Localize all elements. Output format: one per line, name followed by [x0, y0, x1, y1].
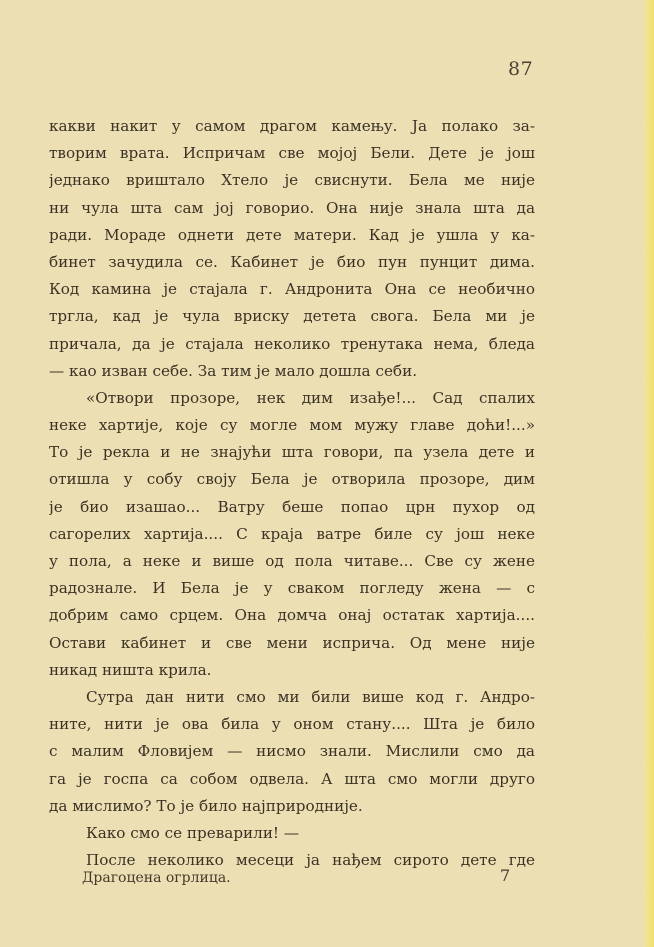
- text-line: ради. Мораде однети дете матери. Кад је ушла у ка-: [49, 225, 535, 244]
- text-line: Код камина је стајала г. Андронита Она се необично: [49, 280, 535, 299]
- signature-number: 7: [500, 866, 511, 885]
- text-line: какви накит у самом драгом камењу. Ја полако за-: [49, 117, 535, 135]
- text-line: једнако вриштало Хтело је свиснути. Бела ме није: [49, 171, 535, 190]
- text-line: Како смо се преварили! —: [86, 823, 300, 842]
- page-edge: [644, 0, 654, 947]
- text-line: причала, да је стајала неколико тренутака нема, бледа: [49, 334, 535, 353]
- text-line: сагорелих хартија.... С краја ватре биле су још неке: [49, 524, 535, 543]
- body-text: [49, 113, 535, 874]
- text-line: отишла у собу своју Бела је отворила прозоре, дим: [49, 470, 535, 489]
- text-line: ните, нити је ова била у оном стану.... Шта је било: [49, 715, 535, 734]
- signature-title: Драгоцена огрлица.: [82, 870, 231, 886]
- text-line: — као изван себе. За тим је мало дошла себи.: [49, 361, 418, 380]
- text-line: никад ништа крила.: [49, 660, 212, 679]
- text-line: је био изашао... Ватру беше попао црн пухор од: [49, 497, 535, 516]
- text-line: То је рекла и не знајући шта говори, па узела дете и: [49, 443, 535, 462]
- text-line: неке хартије, које су могле мом мужу главе доћи!...»: [49, 416, 535, 435]
- text-line: бинет зачудила се. Кабинет је био пун пунцит дима.: [49, 252, 535, 271]
- text-line: у пола, а неке и више од пола читаве... Све су жене: [49, 552, 535, 570]
- text-line: ни чула шта сам јој говорио. Она није знала шта да: [49, 198, 535, 217]
- text-line: га је госпа са собом одвела. А шта смо могли друго: [49, 769, 535, 788]
- text-line: «Отвори прозоре, нек дим изађе!... Сад спалих: [86, 388, 535, 407]
- text-line: тргла, кад је чула вриску детета свога. Бела ми је: [49, 307, 535, 326]
- text-line: с малим Фловијем — нисмо знали. Мислили смо да: [49, 742, 535, 761]
- text-line: Остави кабинет и све мени исприча. Од мене није: [49, 633, 535, 652]
- text-line: Сутра дан нити смо ми били више код г. Андро-: [86, 687, 535, 706]
- text-line: да мислимо? То је било најприродније.: [49, 796, 363, 815]
- text-line: творим врата. Испричам све мојој Бели. Дете је још: [49, 144, 535, 163]
- text-line: После неколико месеци ја нађем сирото дете где: [86, 851, 535, 870]
- text-line: добрим само срцем. Она домча онај остатак хартија....: [49, 606, 535, 625]
- page-number: 87: [508, 58, 534, 80]
- text-line: радознале. И Бела је у сваком погледу жена — с: [49, 579, 535, 598]
